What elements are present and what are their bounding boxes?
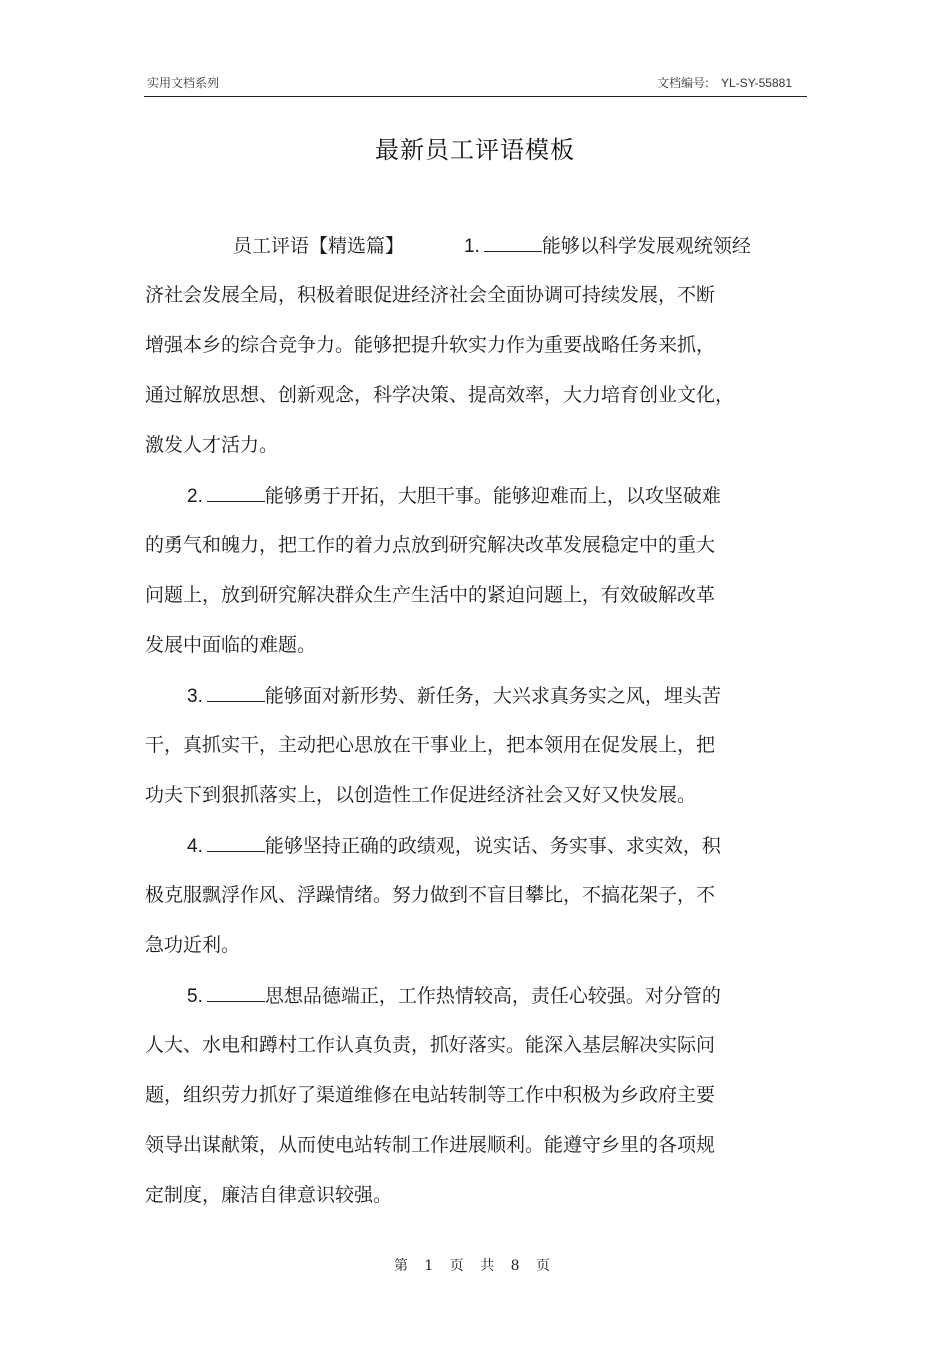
paragraph-line: 题，组织劳力抓好了渠道维修在电站转制等工作中积极为乡政府主要 (145, 1084, 716, 1106)
paragraph-line: 干，真抓实干，主动把心思放在干事业上，把本领用在促发展上，把 (145, 734, 716, 756)
paragraph-line: 定制度，廉洁自律意识较强。 (145, 1184, 393, 1206)
blank-underline (484, 233, 542, 252)
paragraph-line: 人大、水电和蹲村工作认真负责，抓好落实。能深入基层解决实际问 (145, 1034, 716, 1056)
paragraph-line (187, 483, 721, 509)
line-text: 能够坚持正确的政绩观，说实话、务实事、求实效，积 (264, 835, 721, 857)
paragraph-line: 问题上，放到研究解决群众生产生活中的紧迫问题上，有效破解改革 (145, 584, 716, 606)
doc-number (657, 74, 792, 91)
section-heading: 员工评语【精选篇】 (233, 235, 405, 257)
item-number: 1. (464, 236, 480, 257)
paragraph-line (187, 983, 721, 1009)
page-footer: 第 1 页 共 8 页 (393, 1258, 557, 1274)
paragraph-line: 极克服飘浮作风、浮躁情绪。努力做到不盲目攀比，不搞花架子，不 (145, 884, 716, 906)
header-divider (144, 96, 807, 97)
item-number: 5. (187, 986, 203, 1007)
doc-number-label: 文档编号: (657, 76, 710, 90)
paragraph-line: 通过解放思想、创新观念，科学决策、提高效率，大力培育创业文化， (145, 384, 735, 406)
line-text: 思想品德端正，工作热情较高，责任心较强。对分管的 (264, 985, 721, 1007)
page-title: 最新员工评语模板 (375, 136, 575, 164)
paragraph-line: 的勇气和魄力，把工作的着力点放到研究解决改革发展稳定中的重大 (145, 534, 716, 556)
paragraph-line: 济社会发展全局，积极着眼促进经济社会全面协调可持续发展，不断 (145, 284, 716, 306)
item-number: 4. (187, 836, 203, 857)
blank-underline (207, 983, 265, 1002)
paragraph-line: 发展中面临的难题。 (145, 634, 317, 656)
blank-underline (207, 483, 265, 502)
item-number: 2. (187, 486, 203, 507)
blank-underline (207, 683, 265, 702)
paragraph-line: 功夫下到狠抓落实上，以创造性工作促进经济社会又好又快发展。 (145, 784, 697, 806)
blank-underline (207, 833, 265, 852)
line-text: 能够以科学发展观统领经 (541, 235, 751, 257)
paragraph-line: 领导出谋献策，从而使电站转制工作进展顺利。能遵守乡里的各项规 (145, 1134, 716, 1156)
doc-number-code: YL-SY-55881 (721, 76, 792, 90)
paragraph-line (187, 683, 721, 709)
paragraph-line: 急功近利。 (145, 934, 241, 956)
item-number: 3. (187, 686, 203, 707)
series-label: 实用文档系列 (147, 76, 220, 90)
line-text: 能够勇于开拓，大胆干事。能够迎难而上，以攻坚破难 (264, 485, 721, 507)
paragraph-line (187, 833, 721, 859)
paragraph-line: 增强本乡的综合竞争力。能够把提升软实力作为重要战略任务来抓， (145, 334, 716, 356)
line-text: 能够面对新形势、新任务，大兴求真务实之风，埋头苦 (264, 685, 721, 707)
paragraph-line (233, 233, 751, 259)
paragraph-line: 激发人才活力。 (145, 434, 279, 456)
